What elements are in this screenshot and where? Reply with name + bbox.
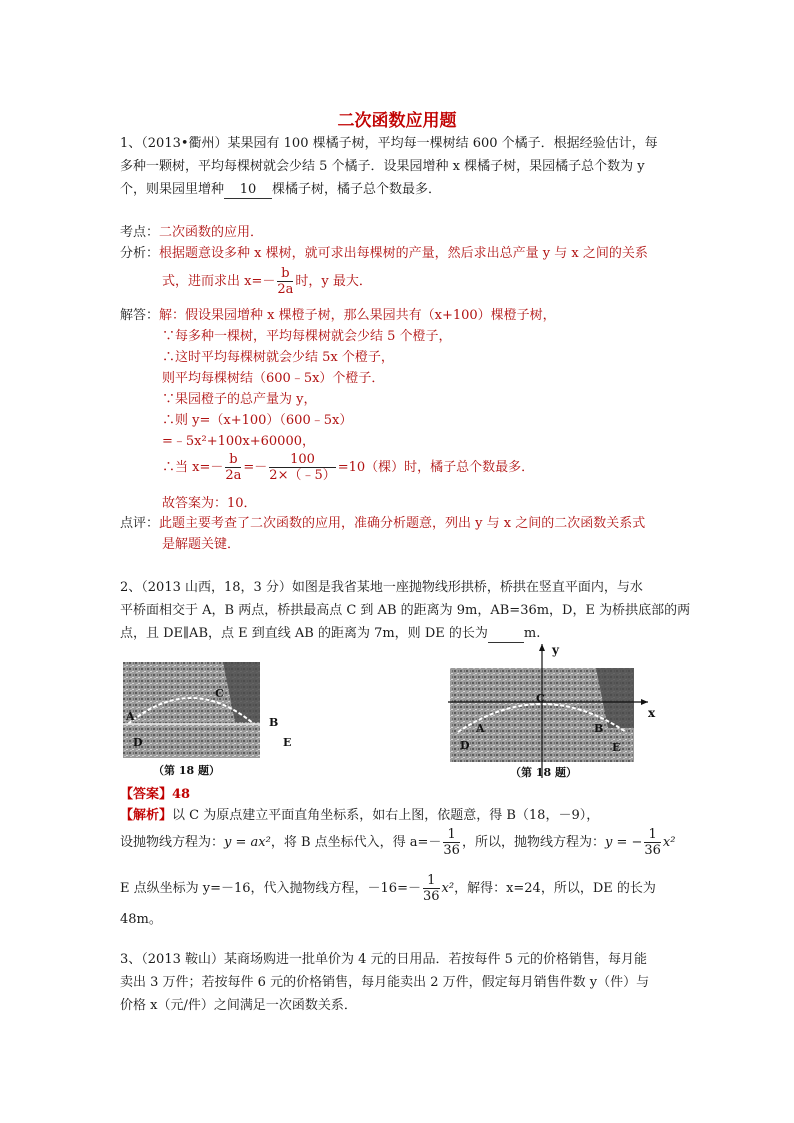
label-c: C — [536, 692, 545, 705]
axis-label-x: x — [648, 706, 656, 720]
q2-line3-post: m. — [523, 626, 541, 641]
fraction-1-36 — [443, 827, 460, 858]
q2-answer — [120, 787, 190, 803]
frac-den: 2a — [225, 468, 242, 483]
kaodian-label: 考点： — [120, 225, 160, 240]
frac-num: 1 — [443, 827, 460, 843]
q2-line2: 平桥面相交于 A，B 两点，桥拱最高点 C 到 AB 的距离为 9m，AB=36m，D，E 为桥拱底部的两 — [120, 603, 691, 618]
sol-8 — [162, 452, 534, 483]
axis-label-y: y — [552, 643, 559, 657]
j3-pre: E 点纵坐标为 y=－16，代入抛物线方程，－16=－ — [120, 881, 421, 896]
q1-line3-pre: 个，则果园里增种 — [120, 182, 225, 197]
q1-jieda — [120, 308, 556, 324]
fraction-1-36-c — [423, 873, 440, 904]
q3-line1: 3、（2013 鞍山）某商场购进一批单价为 4 元的日用品．若按每件 5 元的价格销售，每月能 — [120, 952, 648, 967]
x-axis-arrow — [641, 699, 648, 705]
bridge-figure-right — [448, 640, 658, 782]
q1-line1: 1、（2013•衢州）某果园有 100 棵橘子树，平均每一棵树结 600 个橘子．根据经验估计，每 — [120, 136, 658, 151]
label-a: A — [126, 710, 135, 723]
label-d: D — [133, 736, 143, 749]
fraction-b-2a — [277, 266, 293, 297]
sol-2: ∵每多种一棵树，平均每棵树就会少结 5 个橙子， — [162, 329, 452, 344]
fenxi2-pre: 式，进而求出 x=－ — [162, 274, 276, 289]
jiexi-label: 【解析】 — [120, 808, 173, 823]
label-b: B — [269, 716, 279, 729]
q2-line3-pre: 点，且 DE∥AB，点 E 到直线 AB 的距离为 7m，则 DE 的长为 — [120, 626, 488, 641]
answer-value: 48 — [172, 787, 191, 802]
label-d: D — [460, 739, 470, 752]
frac-den: 36 — [644, 843, 661, 858]
q1-kaodian — [120, 225, 263, 241]
sol-6: ∴则 y=（x+100）（600﹣5x） — [162, 413, 353, 428]
sol-1: 解：假设果园增种 x 棵橙子树，那么果园共有（x+100）棵橙子树， — [159, 308, 556, 323]
kaodian-text: 二次函数的应用． — [159, 225, 264, 240]
j3-post: ，解得：x=24，所以，DE 的长为 — [454, 881, 656, 896]
sol-5: ∵果园橙子的总产量为 y， — [162, 392, 317, 407]
sol-9: 故答案为：10． — [162, 496, 257, 511]
q1-dianping — [120, 516, 645, 532]
label-e: E — [283, 736, 292, 749]
j2-pre: 设抛物线方程为： — [120, 835, 225, 850]
dianping-label: 点评： — [120, 516, 160, 531]
q2-line1: 2、（2013 山西，18，3 分）如图是我省某地一座抛物线形拱桥，桥拱在竖直平面内，与水 — [120, 580, 643, 595]
q2-jiexi-line2 — [120, 827, 675, 858]
eq-y: y = − — [604, 835, 643, 850]
fraction-b-2a-2 — [225, 452, 241, 483]
sol8-post: =10（棵）时，橘子总个数最多． — [337, 460, 535, 475]
y-axis-arrow — [539, 644, 545, 651]
q1-fenxi — [120, 246, 648, 262]
eq-ax2: y = ax² — [224, 835, 271, 850]
figure-caption-right: （第 18 题） — [510, 766, 577, 779]
sol8-pre: ∴当 x=－ — [162, 460, 224, 475]
answer-label: 【答案】 — [120, 787, 173, 802]
fenxi-line1: 根据题意设多种 x 棵树，就可求出每棵树的产量，然后求出总产量 y 与 x 之间的关系 — [159, 246, 648, 261]
bridge-figure-left — [123, 662, 292, 780]
fenxi2-post: 时，y 最大． — [295, 274, 372, 289]
sol8-eq: =－ — [243, 460, 268, 475]
q1-line3-post: 棵橘子树，橘子总个数最多． — [272, 182, 442, 197]
fenxi-label: 分析： — [120, 246, 160, 261]
frac-den: 36 — [443, 843, 460, 858]
q2-jiexi-line4: 48m。 — [120, 912, 162, 927]
page-title: 二次函数应用题 — [337, 111, 457, 131]
q3-line3: 价格 x（元/件）之间满足一次函数关系． — [120, 998, 357, 1013]
q3-line2: 卖出 3 万件；若按每件 6 元的价格销售，每月能卖出 2 万件，假定每月销售件数 y（件）与 — [120, 975, 650, 990]
frac-den: 36 — [422, 889, 440, 904]
dianping-line2: 是解题关键． — [162, 537, 241, 552]
figure-caption-left: （第 18 题） — [153, 764, 220, 777]
eq-x2: x² — [441, 881, 455, 896]
label-e: E — [612, 741, 621, 754]
frac-num: 100 — [269, 452, 335, 468]
fraction-100 — [269, 452, 335, 483]
q2-jiexi-line1 — [120, 808, 599, 824]
jieda-label: 解答： — [120, 308, 160, 323]
q1-answer-blank: 10 — [224, 182, 272, 199]
sol-4: 则平均每棵树结（600﹣5x）个橙子． — [162, 371, 385, 386]
frac-num: 1 — [644, 827, 661, 843]
q2-jiexi-line3 — [120, 873, 656, 904]
frac-den: 2×（﹣5） — [269, 468, 336, 483]
frac-num: b — [225, 452, 241, 468]
frac-num: b — [277, 266, 293, 282]
j2-mid: ，将 B 点坐标代入，得 a=－ — [270, 835, 442, 850]
label-a: A — [476, 722, 485, 735]
jiexi-text1: 以 C 为原点建立平面直角坐标系，如右上图，依题意，得 B（18，－9）， — [172, 808, 600, 823]
sol-7: =﹣5x²+100x+60000， — [162, 434, 315, 449]
frac-num: 1 — [423, 873, 440, 889]
frac-den: 2a — [277, 282, 294, 297]
label-b: B — [594, 722, 604, 735]
q1-line2: 多种一颗树，平均每棵树就会少结 5 个橘子．设果园增种 x 棵橘子树，果园橘子总个数为 y — [120, 159, 645, 174]
dianping-line1: 此题主要考查了二次函数的应用，准确分析题意，列出 y 与 x 之间的二次函数关系式 — [159, 516, 646, 531]
eq-x2: x² — [662, 835, 676, 850]
j2-post: ，所以，抛物线方程为： — [461, 835, 605, 850]
label-c: C — [215, 687, 224, 700]
fraction-1-36-b — [644, 827, 661, 858]
fenxi-line2 — [162, 266, 372, 297]
q1-line3 — [120, 182, 441, 199]
sol-3: ∴这时平均每棵树就会少结 5x 个橙子， — [162, 350, 394, 365]
